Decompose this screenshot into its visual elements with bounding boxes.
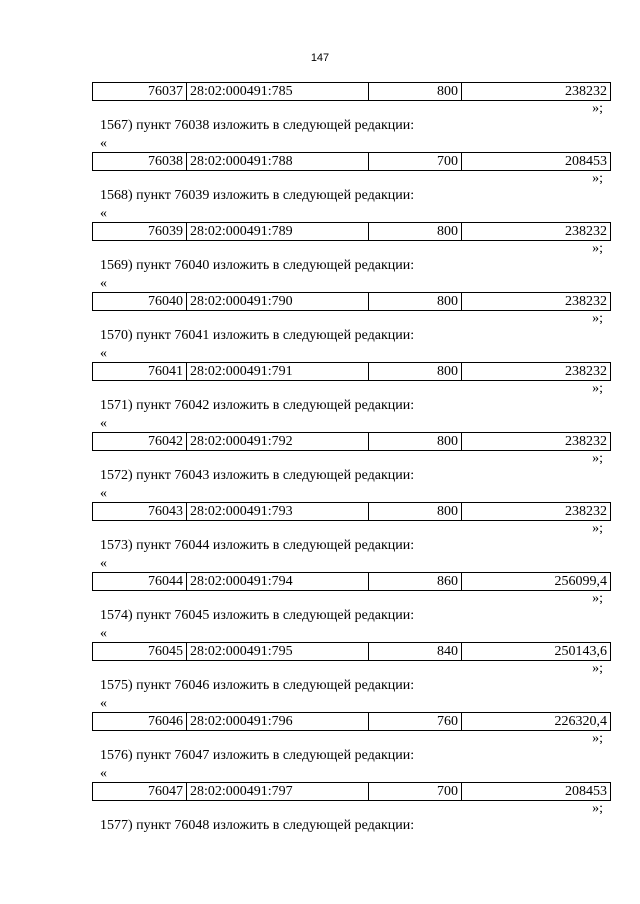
cell-item-number: 76046 <box>93 713 187 731</box>
cell-value: 208453 <box>462 783 611 801</box>
amendment-block <box>92 362 611 432</box>
table-row <box>92 572 611 591</box>
cell-cadastral-number: 28:02:000491:792 <box>187 433 369 451</box>
amendment-list <box>92 82 611 852</box>
amendment-instruction: 1568) пункт 76039 изложить в следующей редакции: <box>100 188 415 203</box>
opening-quote: « <box>100 346 107 361</box>
cell-area: 700 <box>369 783 462 801</box>
closing-quote: »; <box>592 591 603 606</box>
closing-quote: »; <box>592 661 603 676</box>
cell-area: 800 <box>369 83 462 101</box>
cell-value: 256099,4 <box>462 573 611 591</box>
cell-area: 800 <box>369 433 462 451</box>
cell-item-number: 76041 <box>93 363 187 381</box>
table-row <box>92 502 611 521</box>
amendment-instruction: 1571) пункт 76042 изложить в следующей редакции: <box>100 398 415 413</box>
amendment-block <box>92 432 611 502</box>
closing-quote: »; <box>592 311 603 326</box>
cell-area: 840 <box>369 643 462 661</box>
cell-value: 238232 <box>462 83 611 101</box>
opening-quote: « <box>100 556 107 571</box>
cell-cadastral-number: 28:02:000491:793 <box>187 503 369 521</box>
closing-quote: »; <box>592 171 603 186</box>
cell-item-number: 76040 <box>93 293 187 311</box>
amendment-block <box>92 712 611 782</box>
table-row <box>92 432 611 451</box>
amendment-instruction: 1577) пункт 76048 изложить в следующей редакции: <box>100 818 415 833</box>
cell-cadastral-number: 28:02:000491:796 <box>187 713 369 731</box>
amendment-instruction: 1574) пункт 76045 изложить в следующей редакции: <box>100 608 415 623</box>
page-number: 147 <box>310 52 330 64</box>
opening-quote: « <box>100 416 107 431</box>
table-row <box>92 292 611 311</box>
opening-quote: « <box>100 486 107 501</box>
cell-value: 238232 <box>462 363 611 381</box>
opening-quote: « <box>100 766 107 781</box>
closing-quote: »; <box>592 101 603 116</box>
cell-value: 238232 <box>462 503 611 521</box>
closing-quote: »; <box>592 451 603 466</box>
opening-quote: « <box>100 206 107 221</box>
cell-item-number: 76038 <box>93 153 187 171</box>
cell-cadastral-number: 28:02:000491:789 <box>187 223 369 241</box>
cell-area: 800 <box>369 223 462 241</box>
amendment-block <box>92 782 611 852</box>
table-row <box>92 782 611 801</box>
cell-area: 800 <box>369 363 462 381</box>
cell-cadastral-number: 28:02:000491:791 <box>187 363 369 381</box>
cell-item-number: 76039 <box>93 223 187 241</box>
amendment-block <box>92 642 611 712</box>
cell-value: 208453 <box>462 153 611 171</box>
cell-area: 700 <box>369 153 462 171</box>
amendment-instruction: 1572) пункт 76043 изложить в следующей редакции: <box>100 468 415 483</box>
cell-value: 238232 <box>462 433 611 451</box>
cell-item-number: 76043 <box>93 503 187 521</box>
amendment-instruction: 1576) пункт 76047 изложить в следующей редакции: <box>100 748 415 763</box>
opening-quote: « <box>100 276 107 291</box>
cell-cadastral-number: 28:02:000491:797 <box>187 783 369 801</box>
cell-cadastral-number: 28:02:000491:790 <box>187 293 369 311</box>
closing-quote: »; <box>592 241 603 256</box>
amendment-instruction: 1570) пункт 76041 изложить в следующей редакции: <box>100 328 415 343</box>
closing-quote: »; <box>592 381 603 396</box>
cell-value: 238232 <box>462 223 611 241</box>
opening-quote: « <box>100 136 107 151</box>
cell-cadastral-number: 28:02:000491:785 <box>187 83 369 101</box>
cell-item-number: 76037 <box>93 83 187 101</box>
cell-value: 238232 <box>462 293 611 311</box>
amendment-block <box>92 292 611 362</box>
amendment-block <box>92 152 611 222</box>
opening-quote: « <box>100 696 107 711</box>
amendment-instruction: 1575) пункт 76046 изложить в следующей редакции: <box>100 678 415 693</box>
amendment-block <box>92 82 611 152</box>
table-row <box>92 152 611 171</box>
cell-value: 250143,6 <box>462 643 611 661</box>
closing-quote: »; <box>592 731 603 746</box>
cell-value: 226320,4 <box>462 713 611 731</box>
amendment-instruction: 1569) пункт 76040 изложить в следующей редакции: <box>100 258 415 273</box>
amendment-instruction: 1573) пункт 76044 изложить в следующей редакции: <box>100 538 415 553</box>
cell-area: 760 <box>369 713 462 731</box>
table-row <box>92 712 611 731</box>
table-row <box>92 642 611 661</box>
amendment-block <box>92 572 611 642</box>
table-row <box>92 362 611 381</box>
amendment-block <box>92 222 611 292</box>
cell-cadastral-number: 28:02:000491:795 <box>187 643 369 661</box>
table-row <box>92 222 611 241</box>
table-row <box>92 82 611 101</box>
cell-item-number: 76045 <box>93 643 187 661</box>
cell-item-number: 76042 <box>93 433 187 451</box>
cell-area: 800 <box>369 293 462 311</box>
cell-area: 800 <box>369 503 462 521</box>
closing-quote: »; <box>592 521 603 536</box>
cell-area: 860 <box>369 573 462 591</box>
cell-item-number: 76044 <box>93 573 187 591</box>
cell-cadastral-number: 28:02:000491:794 <box>187 573 369 591</box>
closing-quote: »; <box>592 801 603 816</box>
cell-cadastral-number: 28:02:000491:788 <box>187 153 369 171</box>
cell-item-number: 76047 <box>93 783 187 801</box>
amendment-instruction: 1567) пункт 76038 изложить в следующей редакции: <box>100 118 415 133</box>
amendment-block <box>92 502 611 572</box>
opening-quote: « <box>100 626 107 641</box>
